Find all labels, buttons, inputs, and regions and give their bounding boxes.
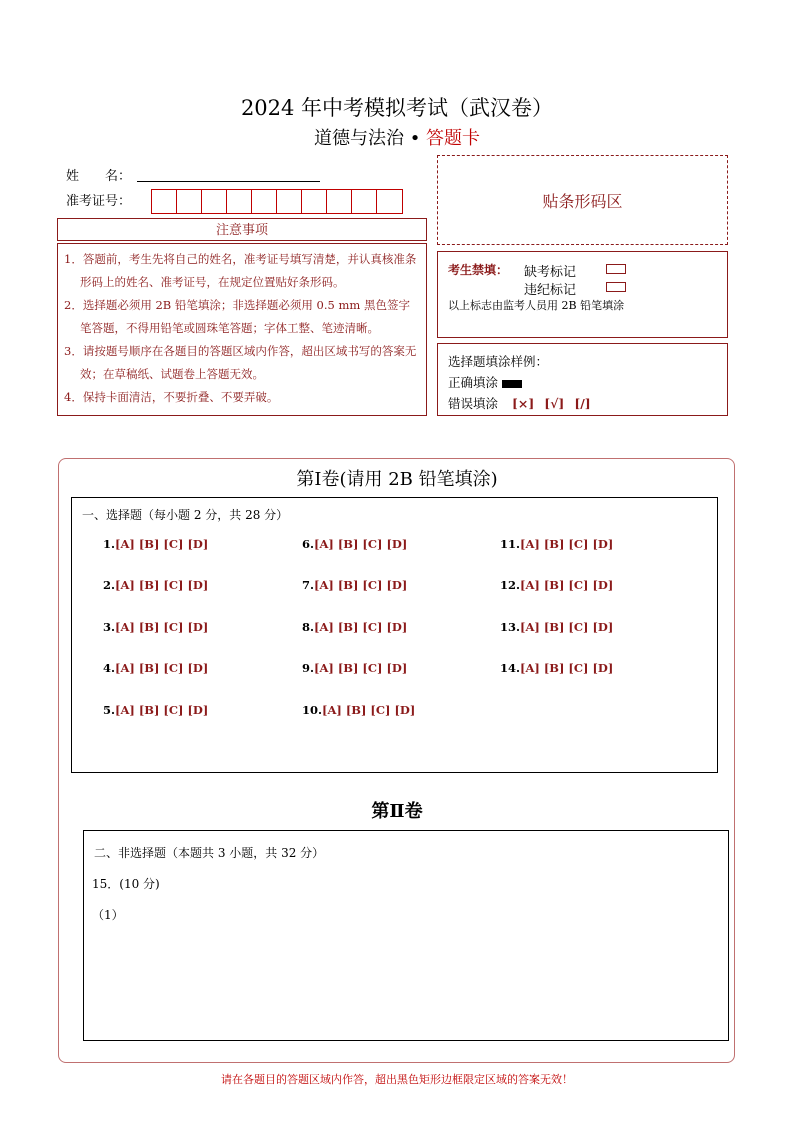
id-number-boxes[interactable]	[151, 189, 403, 214]
question-10[interactable]: 10.[A] [B] [C] [D]	[302, 703, 416, 717]
id-box[interactable]	[152, 190, 177, 213]
wrong-mark: [/]	[574, 396, 591, 411]
wrong-mark: [√]	[544, 396, 565, 411]
question-3[interactable]: 3.[A] [B] [C] [D]	[103, 620, 209, 634]
page-subtitle	[0, 124, 794, 150]
notice-item: 3．请按题号顺序在各题目的答题区域内作答，超出区域书写的答案无效；在草稿纸、试题卷上答题无效。	[64, 344, 417, 381]
notice-heading: 注意事项	[57, 218, 427, 241]
barcode-area	[437, 155, 728, 245]
question-1[interactable]: 1.[A] [B] [C] [D]	[103, 537, 209, 551]
id-box[interactable]	[277, 190, 302, 213]
id-box[interactable]	[177, 190, 202, 213]
notice-item: 2．选择题必须用 2B 铅笔填涂；非选择题必须用 0.5 mm 黑色签字笔答题，不得用铅笔或圆珠笔答题；字体工整、笔迹清晰。	[64, 298, 410, 335]
id-label: 准考证号：	[66, 194, 132, 209]
question-14[interactable]: 14.[A] [B] [C] [D]	[500, 661, 614, 675]
forbid-label: 考生禁填：	[448, 263, 509, 277]
barcode-label: 贴条形码区	[542, 191, 623, 211]
name-label: 姓 名：	[66, 169, 132, 184]
free-section-title: 二、非选择题（本题共 3 小题，共 32 分）	[94, 846, 325, 860]
question-4[interactable]: 4.[A] [B] [C] [D]	[103, 661, 209, 675]
subtitle-separator: •	[403, 128, 427, 149]
absent-mark-box[interactable]	[606, 264, 626, 274]
notice-item: 4．保持卡面清洁，不要折叠、不要弄破。	[64, 390, 279, 404]
question-5[interactable]: 5.[A] [B] [C] [D]	[103, 703, 209, 717]
question-6[interactable]: 6.[A] [B] [C] [D]	[302, 537, 408, 551]
part2-heading: 第Ⅱ卷	[371, 801, 423, 822]
part1-heading: 第Ⅰ卷(请用 2B 铅笔填涂)	[296, 469, 498, 490]
subject-name: 道德与法治	[313, 128, 404, 149]
id-box[interactable]	[327, 190, 352, 213]
wrong-mark: [×]	[512, 396, 535, 411]
correct-fill-mark	[502, 380, 522, 388]
id-box[interactable]	[202, 190, 227, 213]
id-box[interactable]	[377, 190, 402, 213]
question-11[interactable]: 11.[A] [B] [C] [D]	[500, 537, 614, 551]
question-7[interactable]: 7.[A] [B] [C] [D]	[302, 578, 408, 592]
question-13[interactable]: 13.[A] [B] [C] [D]	[500, 620, 614, 634]
choice-section-title: 一、选择题（每小题 2 分，共 28 分）	[82, 508, 289, 522]
answer-card-label: 答题卡	[426, 128, 481, 149]
absent-label: 缺考标记	[524, 265, 577, 280]
id-box[interactable]	[227, 190, 252, 213]
question-15-label: 15．(10 分)	[92, 877, 160, 891]
notice-list	[57, 243, 427, 416]
id-box[interactable]	[252, 190, 277, 213]
id-box[interactable]	[302, 190, 327, 213]
id-box[interactable]	[352, 190, 377, 213]
free-response-area[interactable]	[83, 830, 729, 1041]
correct-fill-label: 正确填涂	[448, 375, 499, 390]
forbid-box	[437, 251, 728, 338]
name-field[interactable]	[137, 180, 320, 182]
sub-question-1-label: （1）	[92, 908, 124, 922]
notice-item: 1．答题前，考生先将自己的姓名，准考证号填写清楚，并认真核准条形码上的姓名、准考证号，在规定位置贴好条形码。	[64, 252, 417, 289]
question-2[interactable]: 2.[A] [B] [C] [D]	[103, 578, 209, 592]
question-9[interactable]: 9.[A] [B] [C] [D]	[302, 661, 408, 675]
forbid-note: 以上标志由监考人员用 2B 铅笔填涂	[448, 299, 625, 312]
sample-title: 选择题填涂样例：	[448, 354, 549, 369]
page-title: 2024 年中考模拟考试（武汉卷）	[240, 96, 554, 120]
violation-label: 违纪标记	[524, 283, 577, 298]
wrong-fill-label: 错误填涂	[448, 396, 499, 411]
footer-warning: 请在各题目的答题区域内作答，超出黑色矩形边框限定区域的答案无效！	[221, 1073, 573, 1086]
question-12[interactable]: 12.[A] [B] [C] [D]	[500, 578, 614, 592]
question-8[interactable]: 8.[A] [B] [C] [D]	[302, 620, 408, 634]
violation-mark-box[interactable]	[606, 282, 626, 292]
fill-sample-box	[437, 343, 728, 416]
